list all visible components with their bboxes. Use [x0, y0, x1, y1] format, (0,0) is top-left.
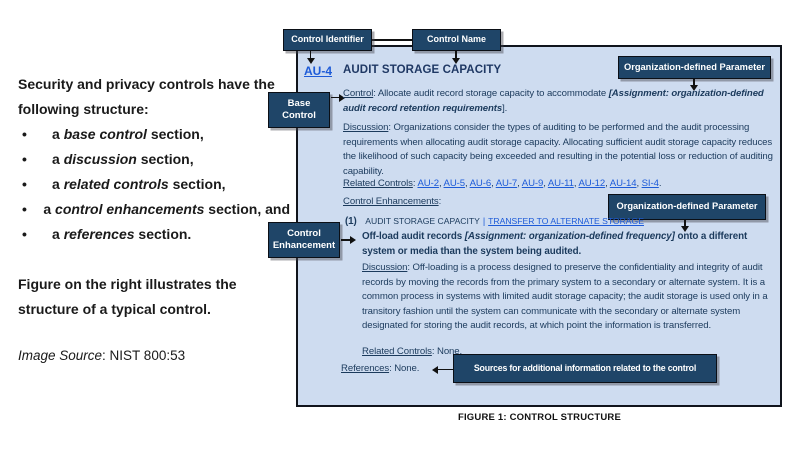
control-id-link[interactable]: AU-4	[304, 64, 333, 78]
outro-line-2: structure of a typical control.	[18, 301, 211, 317]
bullet-text: a related controls section,	[52, 176, 226, 192]
bullet-icon: •	[22, 126, 27, 142]
callout-control-identifier: Control Identifier	[283, 29, 372, 51]
bullet-item-discussion	[18, 147, 290, 172]
references-label: References	[341, 363, 390, 374]
enhancement-discussion: Discussion: Off-loading is a process designed to preserve the confidentiality and integrity of audit records by moving the records from the primary system to a secondary or alternate system. It is a common process in systems with limited audit storage capacity; the audit storage is used only in a transitory fashion until the system can communicate with the secondary or alternate system designated for storing the audit records, at which point the information is transferred.	[362, 262, 768, 331]
callout-control-name: Control Name	[412, 29, 501, 51]
references-line: References: None.	[341, 363, 420, 374]
bullet-text: a discussion section,	[52, 151, 194, 167]
enhancement-transfer-link[interactable]: TRANSFER TO ALTERNATE STORAGE	[488, 216, 644, 226]
callout-references-sources: Sources for additional information related to the control	[453, 354, 717, 383]
image-source-line	[18, 343, 290, 368]
callout-base-control-label: Base Control	[282, 98, 316, 121]
bullet-icon: •	[22, 201, 27, 217]
enhancement-statement: Off-load audit records [Assignment: organization-defined frequency] onto a different system or media than the system being audited.	[362, 231, 748, 257]
control-enhancements-heading: Control Enhancements:	[343, 196, 442, 207]
enhancement-number: (1)	[345, 216, 357, 227]
bullet-text: a base control section,	[52, 126, 204, 142]
related-control-link-au-11[interactable]: AU-11	[547, 178, 574, 189]
related-control-link-au-5[interactable]: AU-5	[443, 178, 466, 189]
callout-organization-defined-parameter-top: Organization-defined Parameter	[618, 56, 771, 79]
callout-connector-line	[372, 39, 412, 41]
spacer	[18, 247, 290, 272]
callout-base-control	[268, 92, 330, 128]
left-text-column	[18, 72, 290, 368]
related-control-link-au-2[interactable]: AU-2	[417, 178, 439, 189]
enhancement-related-label: Related Controls	[362, 346, 432, 357]
intro-line-1: Security and privacy controls have the	[18, 76, 275, 92]
enhancement-heading	[345, 214, 644, 230]
related-controls-line: Related Controls: AU-2, AU-5, AU-6, AU-7, AU-9, AU-11, AU-12, AU-14, SI-4.	[343, 178, 662, 189]
related-control-link-au-6[interactable]: AU-6	[469, 178, 492, 189]
bullet-text: a references section.	[52, 226, 192, 242]
enhancement-separator: |	[482, 216, 486, 226]
bullet-item-control-enhancements	[18, 197, 290, 222]
outro-line-1: Figure on the right illustrates the	[18, 276, 237, 292]
spacer	[18, 322, 290, 343]
related-control-link-au-7[interactable]: AU-7	[495, 178, 518, 189]
discussion-label: Discussion	[343, 122, 389, 133]
control-discussion: Discussion: Organizations consider the types of auditing to be performed and the audit processing requirements when allocating audit storage capacity. Allocating sufficient audit storage capacity reduces the likelihood of such capacity being exceeded and resulting in the potential loss or reduction of auditing capability.	[343, 122, 773, 177]
related-control-link-au-14[interactable]: AU-14	[609, 178, 637, 189]
related-control-link-au-12[interactable]: AU-12	[578, 178, 606, 189]
control-assignment: [Assignment: organization-defined audit record retention requirements	[343, 88, 764, 114]
bullet-item-related-controls	[18, 172, 290, 197]
callout-control-enhancement-label: Control Enhancement	[272, 228, 336, 251]
image-source-value: : NIST 800:53	[102, 348, 186, 363]
related-controls-links: AU-2, AU-5, AU-6, AU-7, AU-9, AU-11, AU-12, AU-14, SI-4.	[417, 178, 662, 189]
enhancement-assignment: [Assignment: organization-defined frequency]	[464, 231, 675, 242]
enhancement-related-controls: Related Controls: None.	[362, 346, 463, 357]
figure-caption: FIGURE 1: CONTROL STRUCTURE	[457, 412, 622, 423]
callout-organization-defined-parameter-mid: Organization-defined Parameter	[608, 194, 766, 220]
image-source-label: Image Source	[18, 348, 103, 363]
bullet-icon: •	[22, 176, 27, 192]
related-control-link-si-4[interactable]: SI-4	[641, 178, 659, 189]
control-enhancements-label: Control Enhancements	[343, 196, 439, 207]
enhancement-name: AUDIT STORAGE CAPACITY	[365, 216, 480, 226]
control-label: Control	[343, 88, 374, 99]
bullet-item-references	[18, 222, 290, 247]
bullet-icon: •	[22, 151, 27, 167]
intro-line-2: following structure:	[18, 101, 149, 117]
bullet-text: a control enhancements section, and	[43, 201, 290, 217]
control-title: AUDIT STORAGE CAPACITY	[343, 64, 502, 76]
bullet-item-base-control	[18, 122, 290, 147]
callout-control-enhancement	[268, 222, 340, 258]
related-control-link-au-9[interactable]: AU-9	[521, 178, 544, 189]
bullet-icon: •	[22, 226, 27, 242]
related-controls-label: Related Controls	[343, 178, 413, 189]
enhancement-discussion-label: Discussion	[362, 262, 408, 273]
control-statement: Control: Allocate audit record storage capacity to accommodate [Assignment: organization-defined audit record retention requirements].	[343, 88, 764, 114]
